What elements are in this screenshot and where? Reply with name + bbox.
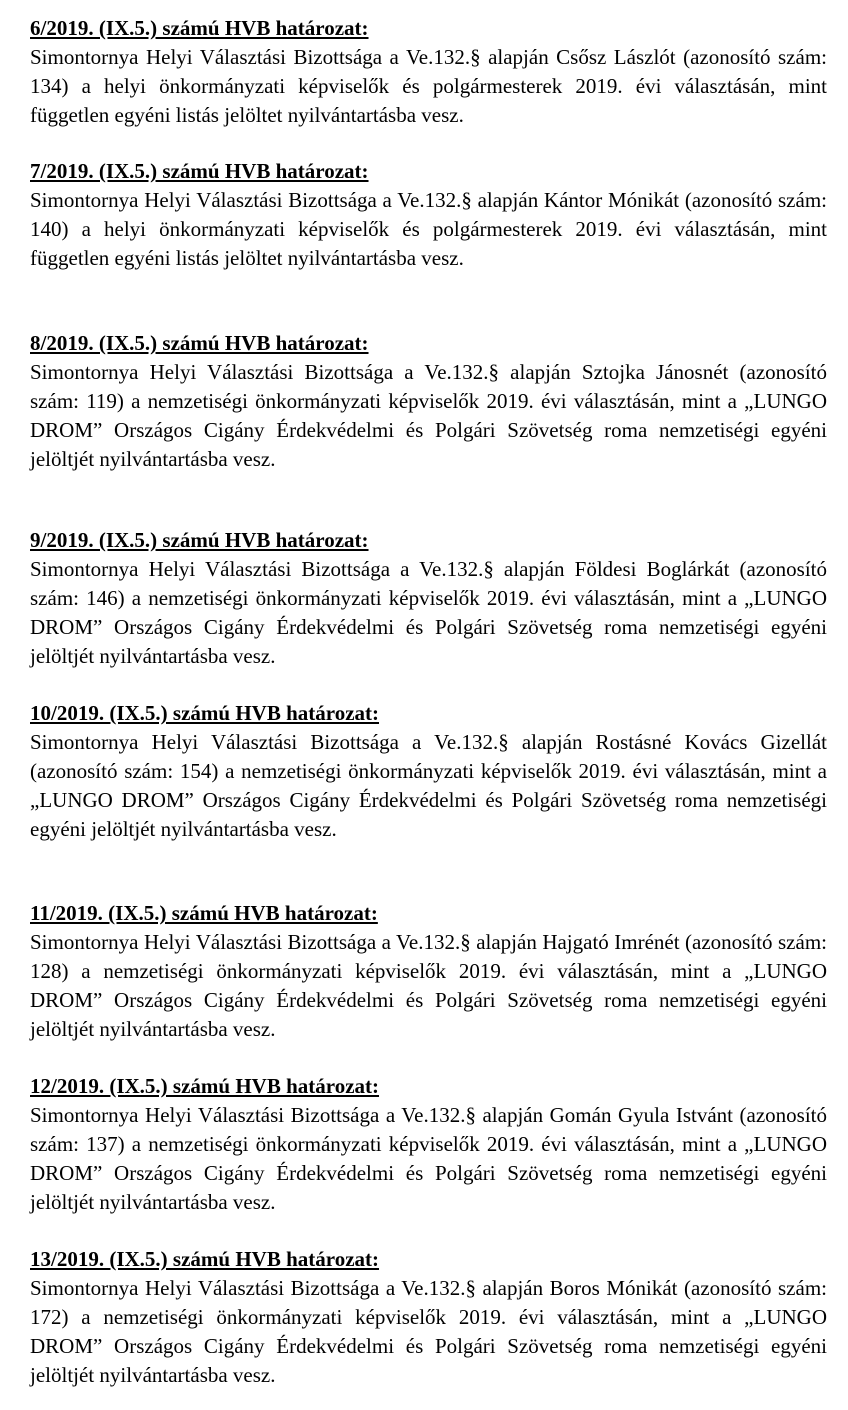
decision-heading: 7/2019. (IX.5.) számú HVB határozat: xyxy=(30,159,369,183)
decision-text: Simontornya Helyi Választási Bizottsága a Ve.132.§ alapján Földesi Boglárkát (azonosító szám: 146) a nemzetiségi önkormányzati képviselők 2019. évi választásán, mint a „LUNGO DROM” Országos Cigány Érdekvédelmi és Polgári Szövetség roma nemzetiségi egyéni jelöltjét nyilvántartásba vesz. xyxy=(30,557,827,668)
decision-text: Simontornya Helyi Választási Bizottsága a Ve.132.§ alapján Sztojka Jánosnét (azonosító szám: 119) a nemzetiségi önkormányzati képviselők 2019. évi választásán, mint a „LUNGO DROM” Országos Cigány Érdekvédelmi és Polgári Szövetség roma nemzetiségi egyéni jelöltjét nyilvántartásba vesz. xyxy=(30,360,827,471)
decision-heading: 8/2019. (IX.5.) számú HVB határozat: xyxy=(30,331,369,355)
decision-heading: 11/2019. (IX.5.) számú HVB határozat: xyxy=(30,901,378,925)
decision-text: Simontornya Helyi Választási Bizottsága a Ve.132.§ alapján Kántor Mónikát (azonosító szám: 140) a helyi önkormányzati képviselők és polgármesterek 2019. évi választásán, mint független egyéni listás jelöltet nyilvántartásba vesz. xyxy=(30,188,827,270)
decision-heading: 12/2019. (IX.5.) számú HVB határozat: xyxy=(30,1074,380,1098)
decision-heading: 13/2019. (IX.5.) számú HVB határozat: xyxy=(30,1247,380,1271)
decision-heading: 6/2019. (IX.5.) számú HVB határozat: xyxy=(30,16,369,40)
decision-block xyxy=(30,329,827,474)
decision-block xyxy=(30,699,827,844)
decision-block xyxy=(30,157,827,273)
decision-text: Simontornya Helyi Választási Bizottsága a Ve.132.§ alapján Rostásné Kovács Gizellát (azonosító szám: 154) a nemzetiségi önkormányzati képviselők 2019. évi választásán, mint a „LUNGO DROM” Országos Cigány Érdekvédelmi és Polgári Szövetség roma nemzetiségi egyéni jelöltjét nyilvántartásba vesz. xyxy=(30,730,827,841)
decision-text: Simontornya Helyi Választási Bizottsága a Ve.132.§ alapján Hajgató Imrénét (azonosító szám: 128) a nemzetiségi önkormányzati képviselők 2019. évi választásán, mint a „LUNGO DROM” Országos Cigány Érdekvédelmi és Polgári Szövetség roma nemzetiségi egyéni jelöltjét nyilvántartásba vesz. xyxy=(30,930,827,1041)
decision-block xyxy=(30,1245,827,1390)
decision-heading: 9/2019. (IX.5.) számú HVB határozat: xyxy=(30,528,369,552)
decision-text: Simontornya Helyi Választási Bizottsága a Ve.132.§ alapján Gomán Gyula Istvánt (azonosító szám: 137) a nemzetiségi önkormányzati képviselők 2019. évi választásán, mint a „LUNGO DROM” Országos Cigány Érdekvédelmi és Polgári Szövetség roma nemzetiségi egyéni jelöltjét nyilvántartásba vesz. xyxy=(30,1103,827,1214)
decision-block xyxy=(30,526,827,671)
decision-text: Simontornya Helyi Választási Bizottsága a Ve.132.§ alapján Boros Mónikát (azonosító szám: 172) a nemzetiségi önkormányzati képviselők 2019. évi választásán, mint a „LUNGO DROM” Országos Cigány Érdekvédelmi és Polgári Szövetség roma nemzetiségi egyéni jelöltjét nyilvántartásba vesz. xyxy=(30,1276,827,1387)
decision-text: Simontornya Helyi Választási Bizottsága a Ve.132.§ alapján Csősz Lászlót (azonosító szám: 134) a helyi önkormányzati képviselők és polgármesterek 2019. évi választásán, mint független egyéni listás jelöltet nyilvántartásba vesz. xyxy=(30,45,827,127)
decision-block xyxy=(30,899,827,1044)
decision-block xyxy=(30,14,827,130)
decision-block xyxy=(30,1072,827,1217)
decision-heading: 10/2019. (IX.5.) számú HVB határozat: xyxy=(30,701,380,725)
